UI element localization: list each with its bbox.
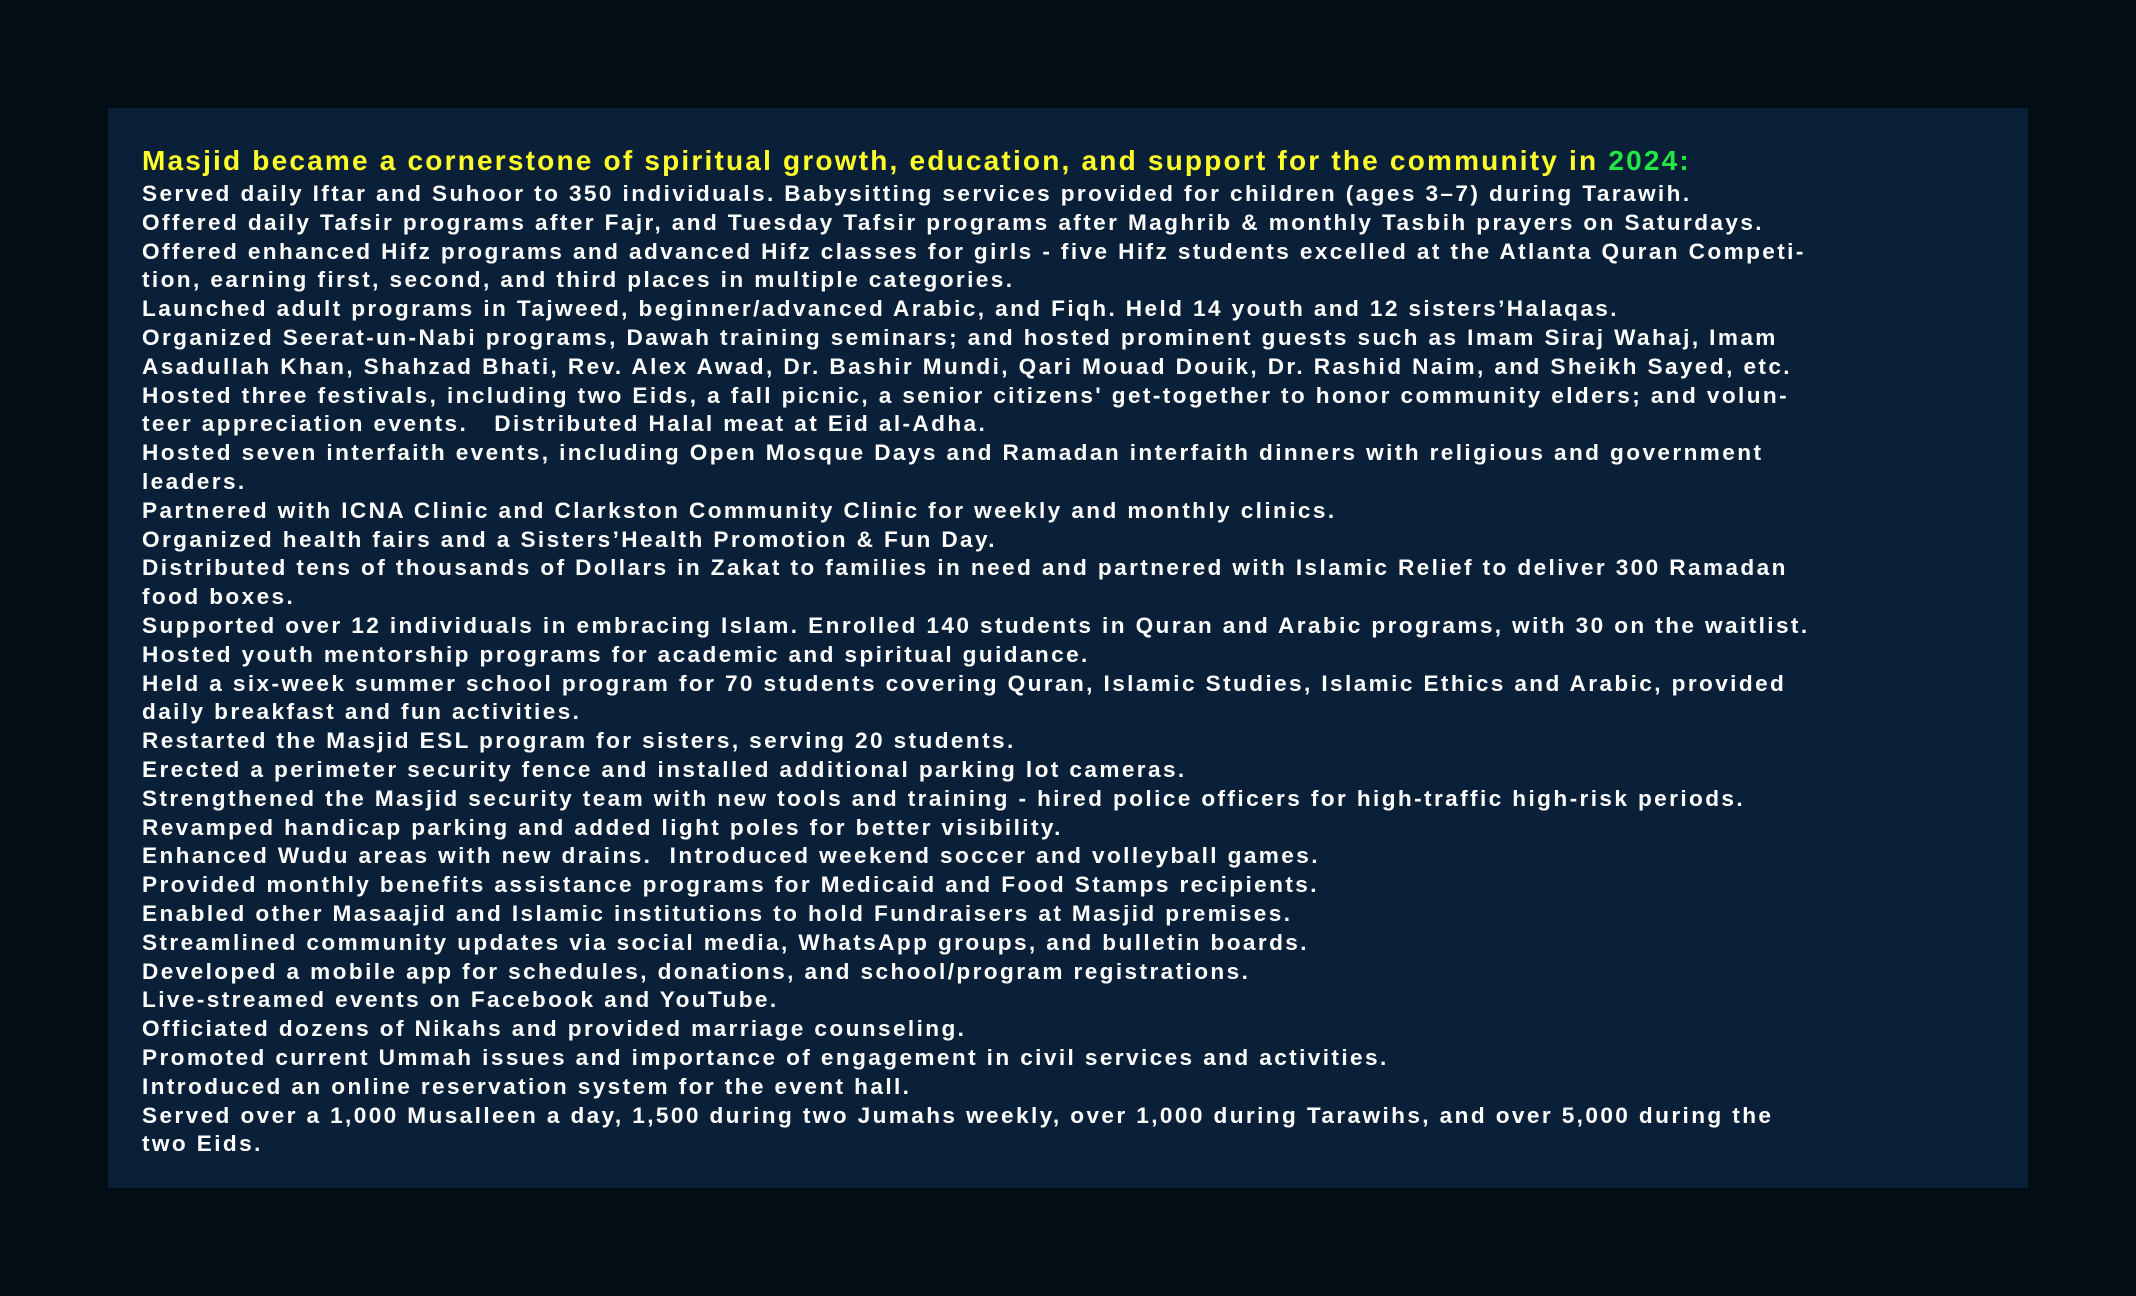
list-item: Officiated dozens of Nikahs and provided marriage counseling. [142, 1016, 967, 1042]
list-item: Enabled other Masaajid and Islamic institutions to hold Fundraisers at Masjid premises. [142, 900, 1293, 926]
list-item: Launched adult programs in Tajweed, beginner/advanced Arabic, and Fiqh. Held 14 youth and 12 sisters’Halaqas. [142, 296, 1619, 322]
list-item: Erected a perimeter security fence and installed additional parking lot cameras. [142, 756, 1187, 782]
list-item: Organized Seerat-un-Nabi programs, Dawah training seminars; and hosted prominent guests such as Imam Siraj Wahaj, Imam Asadullah Khan, Shahzad Bhati, Rev. Alex Awad, Dr. Bashir Mundi, Qari Mouad Douik, Dr. Rashid Naim, and Sheikh Sayed, etc. [142, 324, 1792, 379]
headline-year: 2024: [1608, 145, 1691, 176]
headline [142, 144, 1998, 178]
list-item: Strengthened the Masjid security team with new tools and training - hired police officers for high-traffic high-risk periods. [142, 785, 1746, 811]
list-item: Streamlined community updates via social media, WhatsApp groups, and bulletin boards. [142, 929, 1309, 955]
list-item: Served over a 1,000 Musalleen a day, 1,500 during two Jumahs weekly, over 1,000 during Tarawihs, and over 5,000 during the two Eids. [142, 1102, 1774, 1157]
list-item: Distributed tens of thousands of Dollars in Zakat to families in need and partnered with Islamic Relief to deliver 300 Ramadan food boxes. [142, 555, 1788, 610]
list-item: Restarted the Masjid ESL program for sisters, serving 20 students. [142, 728, 1016, 754]
list-item: Revamped handicap parking and added light poles for better visibility. [142, 814, 1063, 840]
list-item: Hosted youth mentorship programs for academic and spiritual guidance. [142, 641, 1090, 667]
list-item: Held a six-week summer school program for 70 students covering Quran, Islamic Studies, Islamic Ethics and Arabic, provided daily breakfast and fun activities. [142, 670, 1787, 725]
list-item: Promoted current Ummah issues and importance of engagement in civil services and activities. [142, 1044, 1389, 1070]
achievements-list [142, 180, 1998, 1159]
list-item: Served daily Iftar and Suhoor to 350 individuals. Babysitting services provided for children (ages 3–7) during Tarawih. [142, 181, 1692, 206]
list-item: Partnered with ICNA Clinic and Clarkston Community Clinic for weekly and monthly clinics. [142, 497, 1337, 523]
list-item: Hosted three festivals, including two Eids, a fall picnic, a senior citizens' get-together to honor community elders; and volun- teer appreciation events. Distributed Halal meat at Eid al-Adha. [142, 382, 1790, 437]
list-item: Offered daily Tafsir programs after Fajr, and Tuesday Tafsir programs after Maghrib & monthly Tasbih prayers on Saturdays. [142, 209, 1764, 235]
content-panel [108, 108, 2028, 1188]
list-item: Supported over 12 individuals in embracing Islam. Enrolled 140 students in Quran and Arabic programs, with 30 on the waitlist. [142, 612, 1810, 638]
list-item: Provided monthly benefits assistance programs for Medicaid and Food Stamps recipients. [142, 872, 1319, 898]
list-item: Live-streamed events on Facebook and YouTube. [142, 987, 779, 1013]
list-item: Organized health fairs and a Sisters’Health Promotion & Fun Day. [142, 526, 997, 552]
list-item: Enhanced Wudu areas with new drains. Introduced weekend soccer and volleyball games. [142, 843, 1320, 869]
list-item: Offered enhanced Hifz programs and advanced Hifz classes for girls - five Hifz students excelled at the Atlanta Quran Competi- tion, earning first, second, and third places in multiple categories. [142, 238, 1806, 293]
list-item: Introduced an online reservation system for the event hall. [142, 1073, 912, 1099]
headline-text: Masjid became a cornerstone of spiritual growth, education, and support for the community in [142, 145, 1609, 176]
list-item: Developed a mobile app for schedules, donations, and school/program registrations. [142, 958, 1251, 984]
list-item: Hosted seven interfaith events, including Open Mosque Days and Ramadan interfaith dinners with religious and government leaders. [142, 440, 1764, 494]
